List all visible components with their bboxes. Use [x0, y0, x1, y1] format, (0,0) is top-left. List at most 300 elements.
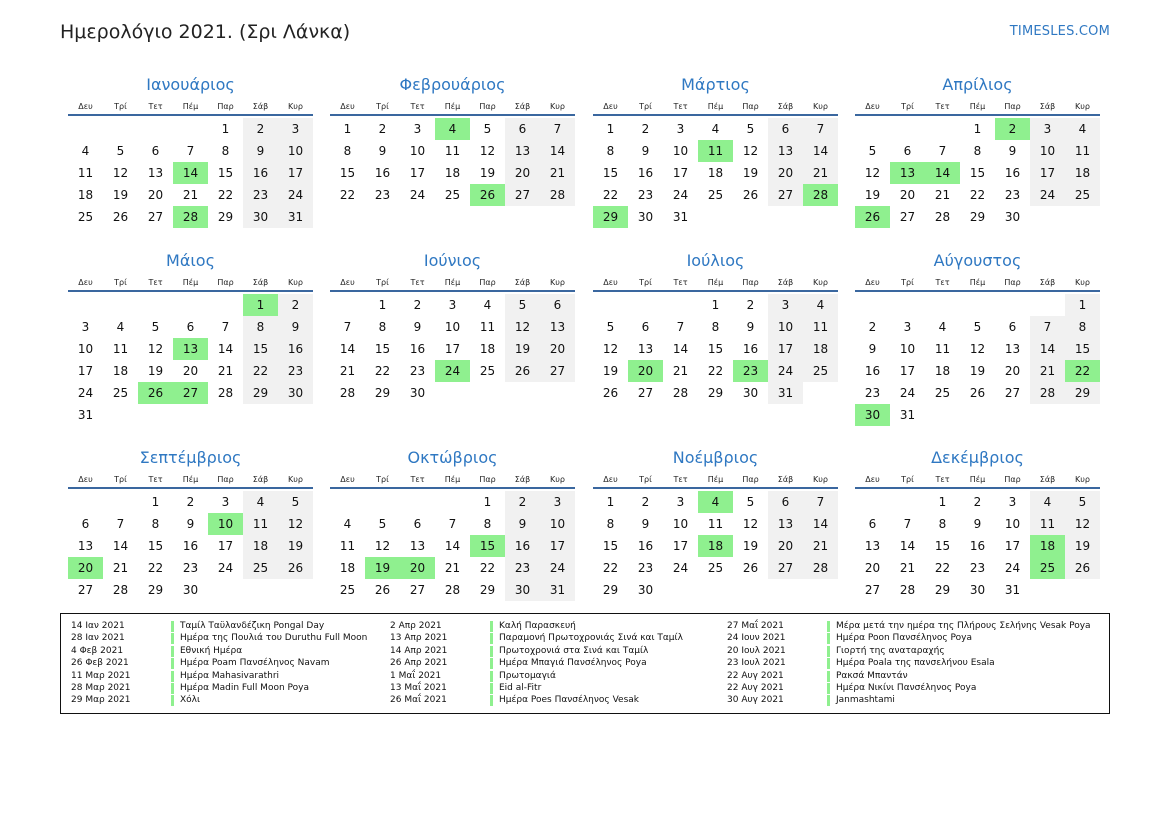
day-cell: 6 [81, 517, 90, 531]
day-cell: 11 [339, 539, 356, 553]
day-cell: 23 [1004, 188, 1021, 202]
day-cell: 28 [1030, 382, 1065, 404]
weekday-label: Δευ [603, 278, 618, 287]
weekday-label: Κυρ [1075, 475, 1090, 484]
day-cell: 26 [969, 386, 986, 400]
day-cell: 22 [969, 188, 986, 202]
day-cell: 6 [151, 144, 160, 158]
weekday-label: Παρ [217, 102, 234, 111]
weekday-label: Τετ [148, 278, 163, 287]
legend-row [727, 682, 1091, 694]
day-cell: 7 [540, 118, 575, 140]
day-cell: 24 [278, 184, 313, 206]
day-cell: 19 [147, 364, 164, 378]
weekday-label: Παρ [479, 278, 496, 287]
day-blank [925, 118, 960, 140]
holiday-date: 13 Μαΐ 2021 [390, 682, 447, 693]
day-cell: 18 [339, 561, 356, 575]
day-cell: 3 [540, 491, 575, 513]
day-blank [890, 294, 925, 316]
weekday-label: Τρί [639, 278, 652, 287]
day-blank [1030, 294, 1065, 316]
holiday-date: 1 Μαΐ 2021 [390, 670, 442, 681]
day-cell-holiday: 14 [173, 162, 208, 184]
day-cell: 2 [641, 495, 650, 509]
weekday-label: Δευ [78, 102, 93, 111]
weekday-label: Πέμ [182, 475, 199, 484]
day-cell: 28 [672, 386, 689, 400]
day-cell: 3 [676, 495, 685, 509]
weekday-label: Δευ [865, 278, 880, 287]
day-cell: 3 [448, 298, 457, 312]
day-cell: 24 [672, 188, 689, 202]
day-cell: 31 [540, 579, 575, 601]
day-cell: 15 [602, 539, 619, 553]
holiday-date: 28 Ιαν 2021 [71, 633, 125, 644]
day-cell: 21 [444, 561, 461, 575]
day-cell: 28 [339, 386, 356, 400]
day-cell: 26 [1065, 557, 1100, 579]
day-cell: 31 [77, 408, 94, 422]
day-cell: 18 [1065, 162, 1100, 184]
day-cell: 24 [409, 188, 426, 202]
holiday-date: 14 Ιαν 2021 [71, 621, 125, 631]
day-cell: 28 [217, 386, 234, 400]
day-cell: 1 [973, 122, 982, 136]
month-block [593, 72, 838, 228]
day-cell: 27 [768, 184, 803, 206]
weekday-label: Παρ [479, 102, 496, 111]
legend-row [727, 657, 1091, 669]
day-cell: 29 [147, 583, 164, 597]
weekday-label: Σάβ [777, 475, 794, 484]
day-cell: 28 [444, 583, 461, 597]
month-name: Ιανουάριος [146, 75, 235, 94]
day-cell: 9 [278, 316, 313, 338]
day-cell: 4 [243, 491, 278, 513]
weekday-label: Σάβ [1039, 278, 1056, 287]
day-cell: 30 [278, 382, 313, 404]
day-cell: 30 [243, 206, 278, 228]
day-cell: 10 [672, 144, 689, 158]
day-cell: 12 [969, 342, 986, 356]
day-cell-holiday: 18 [698, 535, 733, 557]
day-cell-holiday: 27 [173, 382, 208, 404]
day-cell: 26 [278, 557, 313, 579]
day-cell: 6 [413, 517, 422, 531]
legend-row [71, 620, 367, 632]
weekday-label: Πέμ [182, 102, 199, 111]
weekday-label: Σάβ [1039, 102, 1056, 111]
day-cell: 14 [803, 140, 838, 162]
weekday-label: Σάβ [777, 278, 794, 287]
day-cell: 2 [186, 495, 195, 509]
weekday-label: Κυρ [813, 278, 828, 287]
day-cell: 20 [182, 364, 199, 378]
day-cell: 4 [483, 298, 492, 312]
day-cell: 7 [676, 320, 685, 334]
day-cell: 7 [903, 517, 912, 531]
day-cell: 18 [243, 535, 278, 557]
month-block [593, 248, 838, 404]
day-cell: 25 [1065, 184, 1100, 206]
day-cell: 10 [1030, 140, 1065, 162]
day-cell: 14 [112, 539, 129, 553]
day-cell: 21 [217, 364, 234, 378]
weekday-label: Κυρ [288, 102, 303, 111]
holiday-name: Janmashtami [836, 695, 895, 706]
day-blank [68, 294, 103, 316]
day-cell: 25 [803, 360, 838, 382]
month-name: Ιούνιος [423, 251, 482, 270]
day-cell: 1 [711, 298, 720, 312]
holiday-name: Ημέρα της Πουλιά του Duruthu Full Moon [180, 633, 368, 644]
day-cell: 15 [707, 342, 724, 356]
day-cell: 17 [672, 166, 689, 180]
page-title: Ημερολόγιο 2021. (Σρι Λάνκα) [60, 21, 351, 43]
holiday-date: 26 Μαΐ 2021 [390, 695, 447, 706]
day-cell: 12 [147, 342, 164, 356]
day-cell: 11 [243, 513, 278, 535]
holiday-name: Ημέρα Poala της πανσελήνου Esala [836, 658, 995, 669]
day-blank [855, 294, 890, 316]
day-cell: 25 [112, 386, 129, 400]
day-cell: 10 [672, 517, 689, 531]
day-cell: 6 [903, 144, 912, 158]
day-cell: 9 [505, 513, 540, 535]
day-cell: 11 [934, 342, 951, 356]
holiday-name: Χόλι [180, 695, 201, 706]
day-cell: 8 [606, 144, 615, 158]
weekday-label: Τρί [114, 102, 127, 111]
day-cell: 6 [641, 320, 650, 334]
day-cell: 14 [1030, 338, 1065, 360]
day-cell: 29 [1065, 382, 1100, 404]
day-cell: 27 [768, 557, 803, 579]
day-cell: 21 [112, 561, 129, 575]
day-blank [365, 491, 400, 513]
legend-row [390, 620, 683, 632]
day-cell: 5 [483, 122, 492, 136]
day-blank [103, 294, 138, 316]
day-cell-holiday: 10 [208, 513, 243, 535]
legend-row [71, 657, 367, 669]
day-cell: 31 [672, 210, 689, 224]
day-cell: 17 [540, 535, 575, 557]
weekday-header [68, 274, 313, 292]
weekday-label: Σάβ [252, 278, 269, 287]
day-cell: 15 [374, 342, 391, 356]
day-cell: 3 [1030, 118, 1065, 140]
day-cell: 18 [934, 364, 951, 378]
day-cell: 14 [899, 539, 916, 553]
day-cell: 13 [77, 539, 94, 553]
day-grid [855, 491, 1100, 601]
day-cell: 8 [606, 517, 615, 531]
day-cell: 11 [77, 166, 94, 180]
day-cell: 16 [505, 535, 540, 557]
day-cell: 2 [746, 298, 755, 312]
holiday-marker [827, 658, 830, 669]
month-block [330, 248, 575, 404]
day-cell: 24 [77, 386, 94, 400]
day-cell: 23 [969, 561, 986, 575]
day-cell: 13 [768, 140, 803, 162]
month-name: Απρίλιος [942, 75, 1013, 94]
day-cell: 29 [243, 382, 278, 404]
day-blank [890, 491, 925, 513]
weekday-label: Δευ [603, 475, 618, 484]
weekday-label: Πέμ [707, 278, 724, 287]
holiday-date: 14 Απρ 2021 [390, 645, 448, 656]
holiday-marker [490, 658, 493, 669]
holiday-name: Ημέρα Νικίνι Πανσέληνος Poya [836, 682, 977, 693]
weekday-label: Δευ [340, 278, 355, 287]
day-cell: 15 [339, 166, 356, 180]
holiday-marker [171, 646, 174, 657]
day-cell: 8 [221, 144, 230, 158]
weekday-label: Τρί [639, 102, 652, 111]
day-cell-holiday: 20 [400, 557, 435, 579]
weekday-label: Παρ [742, 102, 759, 111]
day-cell: 5 [606, 320, 615, 334]
day-cell: 17 [444, 342, 461, 356]
day-cell: 21 [1030, 360, 1065, 382]
holiday-date: 22 Αυγ 2021 [727, 682, 784, 693]
day-cell: 21 [182, 188, 199, 202]
weekday-label: Τρί [901, 102, 914, 111]
day-cell: 8 [243, 316, 278, 338]
day-cell: 8 [343, 144, 352, 158]
weekday-label: Τρί [901, 278, 914, 287]
day-cell-holiday: 29 [593, 206, 628, 228]
day-cell: 22 [243, 360, 278, 382]
day-cell: 24 [1004, 561, 1021, 575]
day-cell: 26 [505, 360, 540, 382]
day-cell: 3 [676, 122, 685, 136]
day-cell: 2 [868, 320, 877, 334]
day-cell: 24 [540, 557, 575, 579]
day-cell: 3 [768, 294, 803, 316]
day-cell-holiday: 25 [1030, 557, 1065, 579]
weekday-label: Κυρ [550, 102, 565, 111]
holiday-name: Παραμονή Πρωτοχρονιάς Σινά και Ταμίλ [499, 633, 683, 644]
day-cell: 24 [217, 561, 234, 575]
day-cell: 24 [899, 386, 916, 400]
day-cell: 28 [899, 583, 916, 597]
weekday-label: Τετ [935, 278, 950, 287]
day-grid [593, 294, 838, 404]
weekday-label: Παρ [1004, 102, 1021, 111]
day-cell: 13 [505, 140, 540, 162]
day-cell: 30 [505, 579, 540, 601]
day-cell: 29 [934, 583, 951, 597]
day-cell: 5 [151, 320, 160, 334]
day-cell: 1 [343, 122, 352, 136]
day-cell: 20 [768, 535, 803, 557]
day-blank [890, 118, 925, 140]
day-cell: 10 [540, 513, 575, 535]
day-cell: 12 [479, 144, 496, 158]
legend-row [71, 670, 367, 682]
day-cell-holiday: 26 [470, 184, 505, 206]
day-grid [330, 491, 575, 601]
weekday-label: Τετ [935, 102, 950, 111]
day-cell: 8 [378, 320, 387, 334]
day-cell: 12 [112, 166, 129, 180]
day-cell: 5 [868, 144, 877, 158]
day-cell: 17 [1004, 539, 1021, 553]
holiday-marker [827, 621, 830, 632]
day-cell: 9 [641, 517, 650, 531]
weekday-label: Σάβ [252, 475, 269, 484]
day-cell: 12 [742, 144, 759, 158]
day-cell: 21 [540, 162, 575, 184]
day-cell: 14 [672, 342, 689, 356]
weekday-label: Τρί [114, 475, 127, 484]
day-cell: 8 [483, 517, 492, 531]
day-cell: 10 [444, 320, 461, 334]
day-cell: 19 [505, 338, 540, 360]
month-block [68, 72, 313, 228]
weekday-label: Κυρ [288, 475, 303, 484]
day-grid [593, 118, 838, 228]
day-cell: 26 [742, 188, 759, 202]
day-cell: 20 [1004, 364, 1021, 378]
day-cell: 16 [637, 539, 654, 553]
weekday-label: Σάβ [514, 102, 531, 111]
day-cell: 15 [934, 539, 951, 553]
day-cell: 28 [540, 184, 575, 206]
day-cell: 17 [409, 166, 426, 180]
day-cell: 18 [479, 342, 496, 356]
day-cell: 15 [1065, 338, 1100, 360]
day-cell-holiday: 28 [803, 184, 838, 206]
day-cell: 3 [278, 118, 313, 140]
day-cell: 9 [746, 320, 755, 334]
legend-row [71, 645, 367, 657]
holiday-name: Ημέρα Μπαγιά Πανσέληνος Poya [499, 658, 647, 669]
day-cell: 17 [278, 162, 313, 184]
day-cell: 19 [742, 539, 759, 553]
weekday-label: Κυρ [1075, 102, 1090, 111]
day-cell: 30 [969, 583, 986, 597]
day-grid [68, 294, 313, 426]
weekday-header [593, 471, 838, 489]
day-cell: 20 [768, 162, 803, 184]
day-cell: 25 [243, 557, 278, 579]
day-cell: 17 [77, 364, 94, 378]
month-name: Ιούλιος [686, 251, 745, 270]
day-cell: 1 [378, 298, 387, 312]
holiday-name: Eid al-Fitr [499, 682, 542, 693]
day-cell: 14 [540, 140, 575, 162]
day-blank [103, 118, 138, 140]
day-cell: 1 [606, 122, 615, 136]
holiday-date: 13 Απρ 2021 [390, 633, 448, 644]
day-cell: 30 [637, 583, 654, 597]
holiday-name: Πρωτοχρονιά στα Σινά και Ταμίλ [499, 645, 649, 656]
day-cell: 7 [803, 491, 838, 513]
day-cell: 8 [1065, 316, 1100, 338]
day-cell: 25 [77, 210, 94, 224]
day-cell: 26 [602, 386, 619, 400]
day-cell-holiday: 13 [890, 162, 925, 184]
holiday-marker [490, 633, 493, 644]
day-cell: 14 [339, 342, 356, 356]
day-cell-holiday: 11 [698, 140, 733, 162]
weekday-label: Σάβ [514, 278, 531, 287]
legend-row [727, 670, 1091, 682]
legend-row [71, 632, 367, 644]
day-cell: 1 [938, 495, 947, 509]
day-cell: 1 [606, 495, 615, 509]
day-blank [855, 491, 890, 513]
legend-row [390, 657, 683, 669]
day-cell: 11 [1030, 513, 1065, 535]
weekday-label: Παρ [217, 475, 234, 484]
day-cell: 7 [221, 320, 230, 334]
holiday-date: 26 Φεβ 2021 [71, 658, 129, 669]
weekday-label: Τρί [114, 278, 127, 287]
day-cell: 16 [409, 342, 426, 356]
day-cell: 12 [602, 342, 619, 356]
day-cell: 18 [444, 166, 461, 180]
day-cell-holiday: 22 [1065, 360, 1100, 382]
day-cell: 27 [899, 210, 916, 224]
holiday-marker [490, 671, 493, 682]
holiday-name: Γιορτή της αναταραχής [836, 645, 945, 656]
month-block [68, 248, 313, 426]
day-cell: 24 [768, 360, 803, 382]
holiday-date: 24 Ιουν 2021 [727, 633, 786, 644]
holiday-name: Καλή Παρασκευή [499, 621, 576, 631]
holiday-name: Μέρα μετά την ημέρα της Πλήρους Σελήνης Vesak Poya [836, 621, 1091, 631]
holiday-date: 11 Μαρ 2021 [71, 670, 131, 681]
day-cell: 5 [116, 144, 125, 158]
day-cell: 6 [868, 517, 877, 531]
holiday-date: 27 Μαΐ 2021 [727, 621, 784, 631]
weekday-header [330, 98, 575, 116]
day-cell: 22 [602, 188, 619, 202]
day-cell: 19 [1065, 535, 1100, 557]
brand-link[interactable]: TIMESLES.COM [1009, 24, 1110, 39]
day-cell: 8 [938, 517, 947, 531]
month-block [330, 72, 575, 206]
day-cell: 14 [803, 513, 838, 535]
day-cell: 17 [672, 539, 689, 553]
day-cell: 23 [278, 360, 313, 382]
holiday-name: Ημέρα Mahasivarathri [180, 670, 280, 681]
day-cell: 14 [444, 539, 461, 553]
weekday-label: Δευ [78, 475, 93, 484]
weekday-label: Σάβ [514, 475, 531, 484]
weekday-header [593, 274, 838, 292]
legend-row [390, 645, 683, 657]
day-cell: 29 [969, 210, 986, 224]
weekday-label: Πέμ [444, 475, 461, 484]
day-cell: 26 [112, 210, 129, 224]
day-blank [68, 118, 103, 140]
day-cell-holiday: 26 [138, 382, 173, 404]
weekday-label: Κυρ [288, 278, 303, 287]
holiday-marker [490, 621, 493, 632]
weekday-label: Τετ [410, 475, 425, 484]
day-grid [68, 491, 313, 601]
legend-row [390, 670, 683, 682]
day-cell: 7 [116, 517, 125, 531]
legend-row [727, 632, 1091, 644]
